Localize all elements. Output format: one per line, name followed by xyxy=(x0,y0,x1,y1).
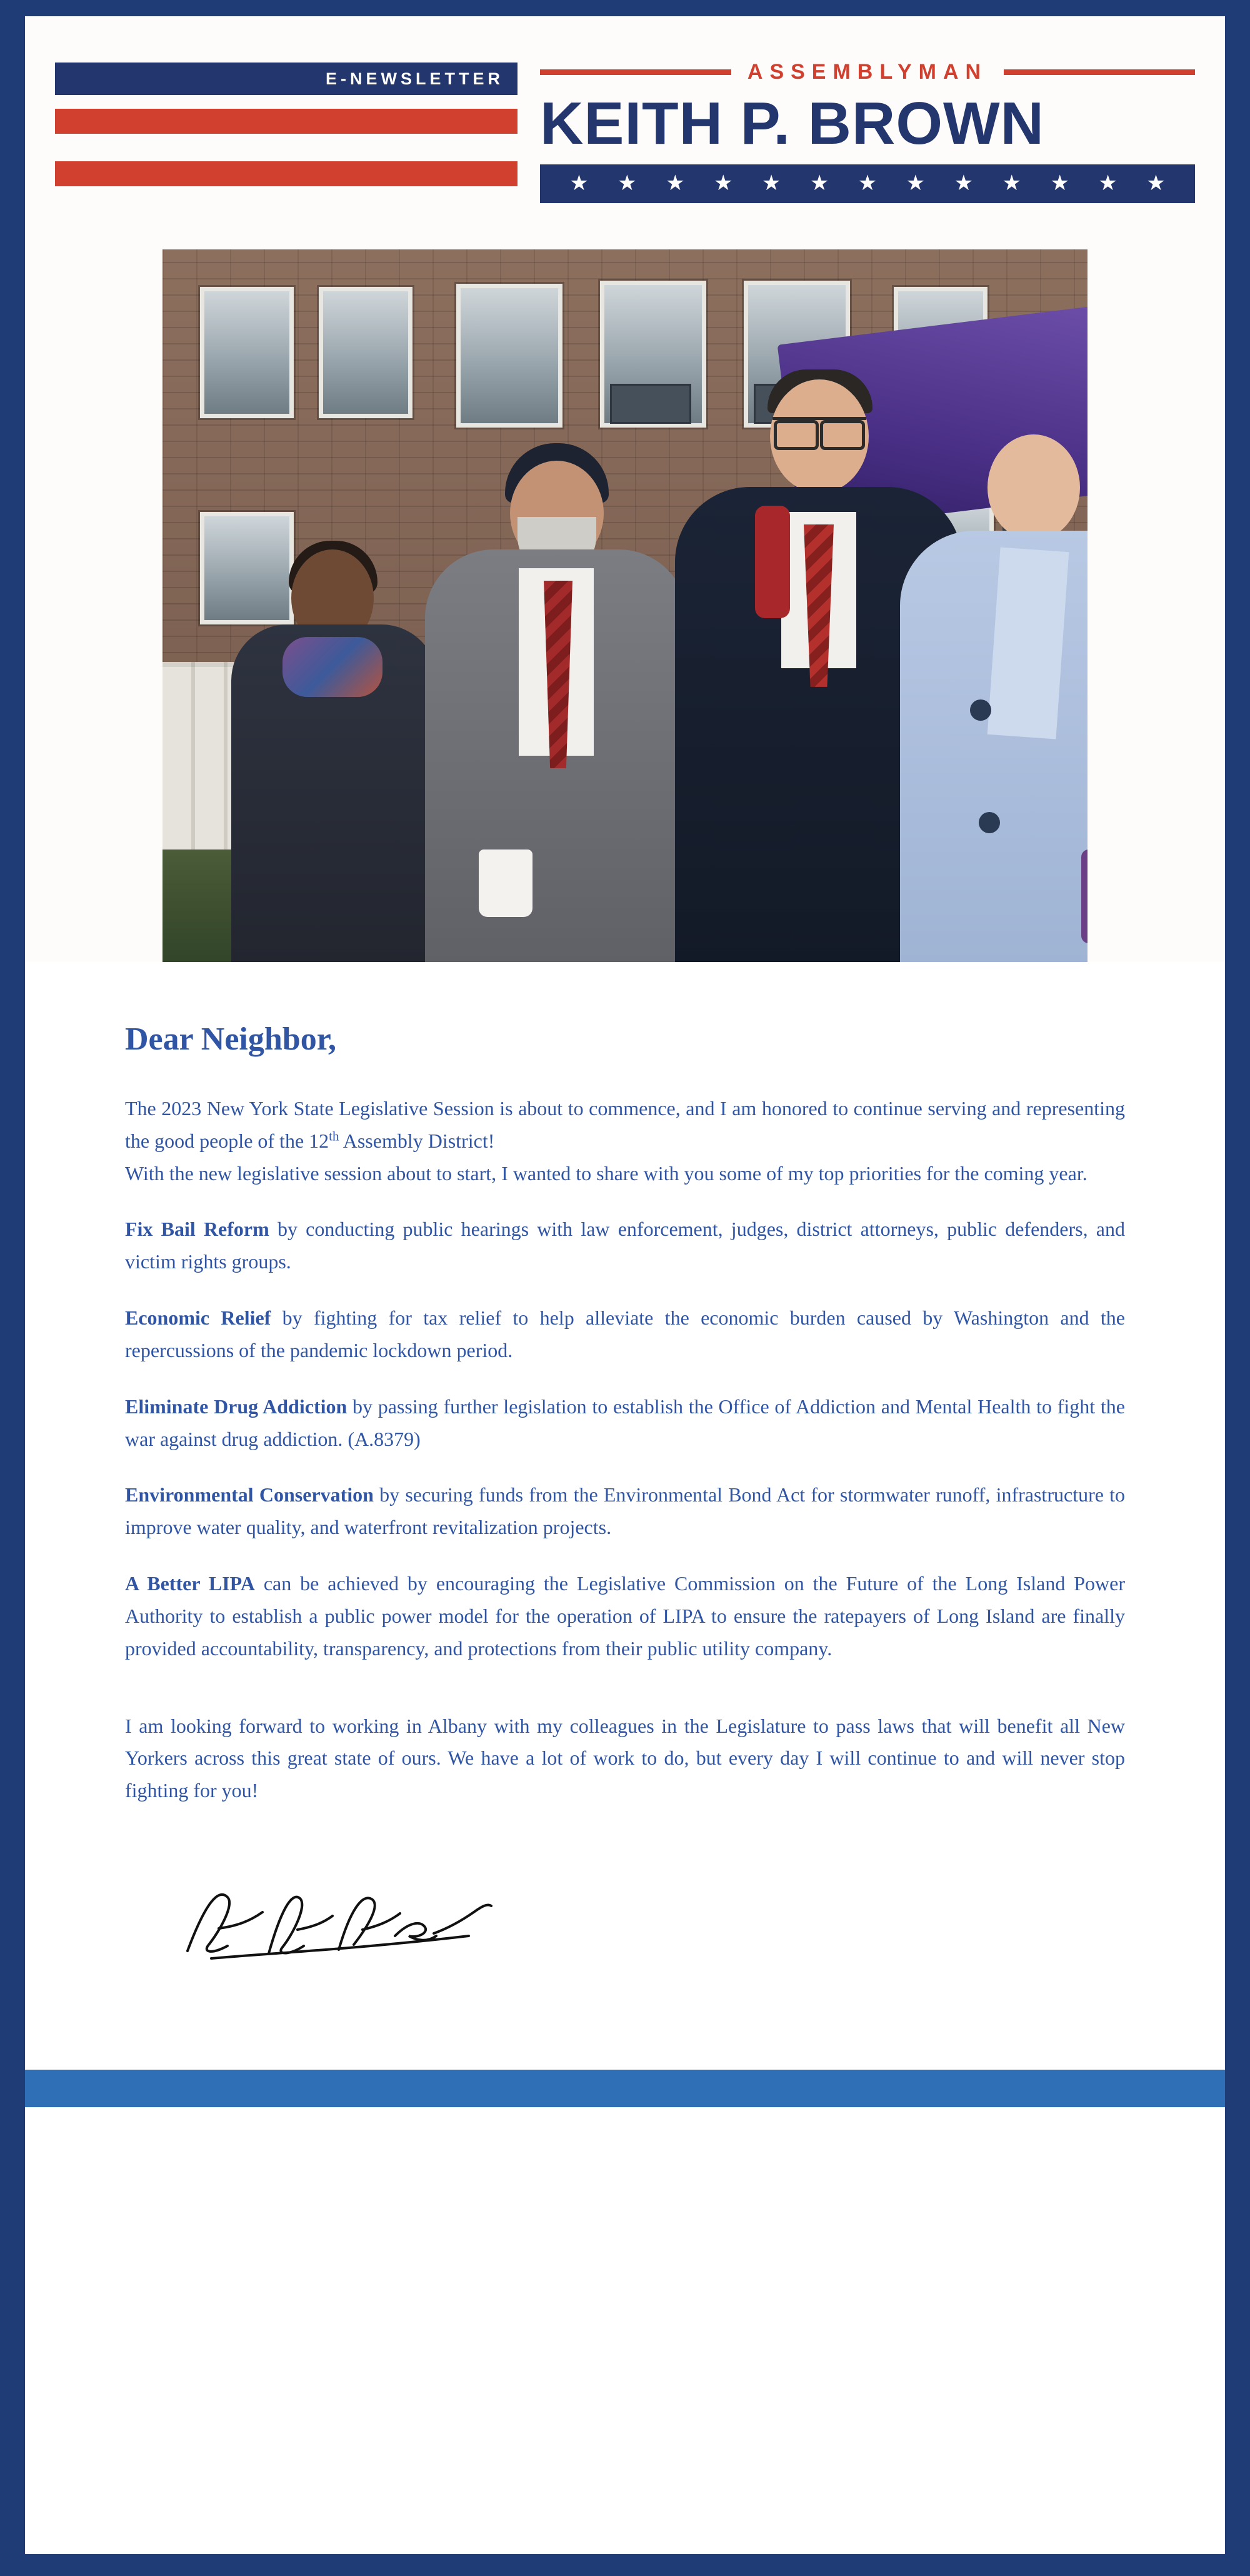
person-woman-navy-coat xyxy=(231,524,438,962)
priority-item-2 xyxy=(125,1302,1125,1367)
star-icon: ★ xyxy=(1098,171,1118,195)
scarf xyxy=(282,637,382,697)
paragraph-1-text-a: The 2023 New York State Legislative Session is about to commence, and I am honored to continue serving and representing the good people of the 12 xyxy=(125,1096,1125,1152)
letter-greeting: Dear Neighbor, xyxy=(125,1021,336,1057)
masthead-right-title xyxy=(518,60,1195,203)
letter-closing-paragraph: I am looking forward to working in Albany with my colleagues in the Legislature to pass laws that will benefit all New Yorkers across this great state of ours. We have a lot of work to do, but every day I will continue to and will never stop fighting for you! xyxy=(125,1714,1125,1802)
eyeglasses-icon xyxy=(772,417,866,442)
stars-banner xyxy=(540,164,1195,203)
signature xyxy=(175,1876,525,1970)
priority-heading-4: Environmental Conservation xyxy=(125,1483,374,1506)
star-icon: ★ xyxy=(761,171,781,195)
window xyxy=(456,284,562,428)
coffee-cup xyxy=(479,849,532,917)
person-woman-blue-coat xyxy=(900,374,1088,962)
paragraph-spacer xyxy=(125,1689,1125,1710)
star-icon: ★ xyxy=(954,171,974,195)
paragraph-1-text-b: Assembly District! xyxy=(339,1129,495,1152)
priority-text-5: can be achieved by encouraging the Legislative Commission on the Future of the Long Island Power Authority to establish a public power model for the operation of LIPA to ensure the ratepayers of Long Island are finally provided accountability, transparency, and protections from their public utility company. xyxy=(125,1572,1126,1660)
priority-item-1 xyxy=(125,1213,1125,1278)
person-man-beanie-suit xyxy=(425,412,688,962)
assemblyman-kicker: ASSEMBLYMAN xyxy=(747,60,988,84)
masthead-left-bars xyxy=(55,60,518,186)
kicker-rule-right xyxy=(1004,69,1195,75)
priority-heading-5: A Better LIPA xyxy=(125,1572,255,1595)
priority-heading-1: Fix Bail Reform xyxy=(125,1218,269,1241)
assemblyman-name: KEITH P. BROWN xyxy=(540,90,1044,157)
star-icon: ★ xyxy=(809,171,829,195)
star-icon: ★ xyxy=(666,171,685,195)
newsletter-photo xyxy=(162,249,1088,962)
priority-heading-3: Eliminate Drug Addiction xyxy=(125,1395,348,1418)
masthead xyxy=(25,16,1225,228)
ordinal-suffix: th xyxy=(329,1128,339,1144)
letter-paragraph-2: With the new legislative session about to start, I wanted to share with you some of my top priorities for the coming year. xyxy=(125,1161,1088,1185)
coat-lapel xyxy=(988,547,1069,739)
priority-text-4: by securing funds from the Environmental Bond Act for stormwater runoff, infrastructure to improve water quality, and waterfront revitalization projects. xyxy=(125,1483,1126,1539)
star-icon: ★ xyxy=(1146,171,1166,195)
red-bar-top xyxy=(55,109,518,134)
star-icon: ★ xyxy=(618,171,637,195)
window xyxy=(319,287,412,418)
letter-body xyxy=(25,962,1225,2045)
kicker-rule-left xyxy=(540,69,731,75)
head xyxy=(988,434,1080,541)
priority-text-2: by fighting for tax relief to help alleviate the economic burden caused by Washington and the repercussions of the pandemic lockdown period. xyxy=(125,1306,1126,1361)
red-bar-bottom xyxy=(55,161,518,186)
window xyxy=(200,287,294,418)
priority-heading-2: Economic Relief xyxy=(125,1306,271,1330)
footer-strip xyxy=(25,2070,1225,2107)
newsletter-sheet xyxy=(25,16,1225,2554)
purple-bag xyxy=(1081,849,1088,943)
red-scarf xyxy=(755,506,790,618)
star-icon: ★ xyxy=(1002,171,1021,195)
photo-section xyxy=(25,228,1225,962)
priority-item-5 xyxy=(125,1568,1125,1665)
star-icon: ★ xyxy=(858,171,878,195)
coat-button xyxy=(979,812,1000,833)
priority-item-3 xyxy=(125,1391,1125,1456)
star-icon: ★ xyxy=(569,171,589,195)
enewsletter-banner xyxy=(55,63,518,95)
letter-paragraph-1 xyxy=(125,1093,1125,1158)
star-icon: ★ xyxy=(906,171,926,195)
priority-item-4 xyxy=(125,1479,1125,1544)
star-icon: ★ xyxy=(713,171,733,195)
priority-text-1: by conducting public hearings with law enforcement, judges, district attorneys, public defenders, and victim rights groups. xyxy=(125,1218,1126,1273)
assemblyman-kicker-row xyxy=(540,60,1195,84)
coat-button xyxy=(970,699,991,721)
enewsletter-label: E-NEWSLETTER xyxy=(326,69,504,88)
star-icon: ★ xyxy=(1050,171,1069,195)
priority-text-3: by passing further legislation to establish the Office of Addiction and Mental Health to fight the war against drug addiction. (A.8379) xyxy=(125,1395,1126,1450)
